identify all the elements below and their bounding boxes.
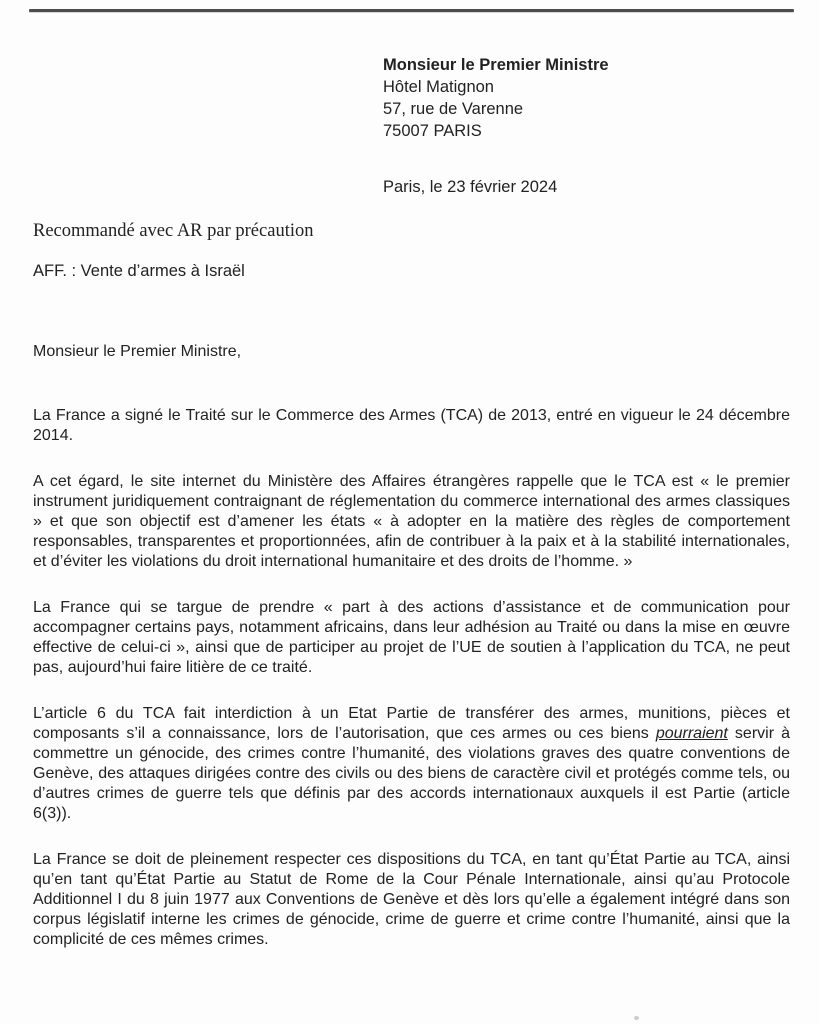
paragraph-4-after: servir à commettre un génocide, des crimes contre l’humanité, des violations graves des quatre conventions de Genève, des attaques dirigées contre des civils ou des biens de caractère civil et protégés comme tels, ou d’autres crimes de guerre tels que définis par des accords internationaux auxquels il est Partie (article 6(3)). bbox=[33, 725, 790, 822]
recipient-address-line: 75007 PARIS bbox=[383, 122, 482, 140]
salutation: Monsieur le Premier Ministre, bbox=[33, 343, 242, 360]
letter-body bbox=[33, 406, 790, 976]
scan-artifact-dot bbox=[634, 1016, 639, 1020]
dateline: Paris, le 23 février 2024 bbox=[383, 178, 558, 196]
paragraph-5: La France se doit de pleinement respecter ces dispositions du TCA, en tant qu’État Partie au TCA, ainsi qu’en tant qu’État Partie au Statut de Rome de la Cour Pénale Internationale, ainsi qu’au Protocole Additionnel I du 8 juin 1977 aux Conventions de Genève et dès lors qu’elle a également intégré dans son corpus législatif interne les crimes de génocide, crime de guerre et crime contre l’humanité, ainsi que la complicité de ces mêmes crimes. bbox=[33, 851, 790, 948]
paragraph-4-before: L’article 6 du TCA fait interdiction à un Etat Partie de transférer des armes, munitions, pièces et composants s’il a connaissance, lors de l’autorisation, que ces armes ou ces biens bbox=[33, 705, 790, 742]
recipient-address-line: 57, rue de Varenne bbox=[383, 100, 524, 118]
paragraph-4-emphasized-word: pourraient bbox=[655, 725, 728, 742]
recipient-name: Monsieur le Premier Ministre bbox=[383, 56, 609, 74]
paragraph-2: A cet égard, le site internet du Ministère des Affaires étrangères rappelle que le TCA est « le premier instrument juridiquement contraignant de réglementation du commerce international des armes classiques » et que son objectif est d’amener les états « à adopter en la matière des règles de comportement responsables, transparentes et proportionnées, afin de contribuer à la paix et à la stabilité internationales, et d’éviter les violations du droit international humanitaire et des droits de l’homme. » bbox=[33, 473, 790, 570]
registered-mail-notice: Recommandé avec AR par précaution bbox=[33, 221, 314, 241]
subject-line: AFF. : Vente d’armes à Israël bbox=[33, 262, 245, 280]
paragraph-4 bbox=[33, 704, 790, 824]
paragraph-1: La France a signé le Traité sur le Commerce des Armes (TCA) de 2013, entré en vigueur le 24 décembre 2014. bbox=[33, 407, 790, 444]
paragraph-3: La France qui se targue de prendre « part à des actions d’assistance et de communication pour accompagner certains pays, notamment africains, dans leur adhésion au Traité ou dans la mise en œuvre effective de celui-ci », ainsi que de participer au projet de l’UE de soutien à l’application du TCA, ne peut pas, aujourd’hui faire litière de ce traité. bbox=[33, 599, 790, 676]
recipient-address-block bbox=[383, 54, 609, 142]
top-horizontal-rule bbox=[29, 9, 794, 12]
recipient-address-line: Hôtel Matignon bbox=[383, 78, 494, 96]
